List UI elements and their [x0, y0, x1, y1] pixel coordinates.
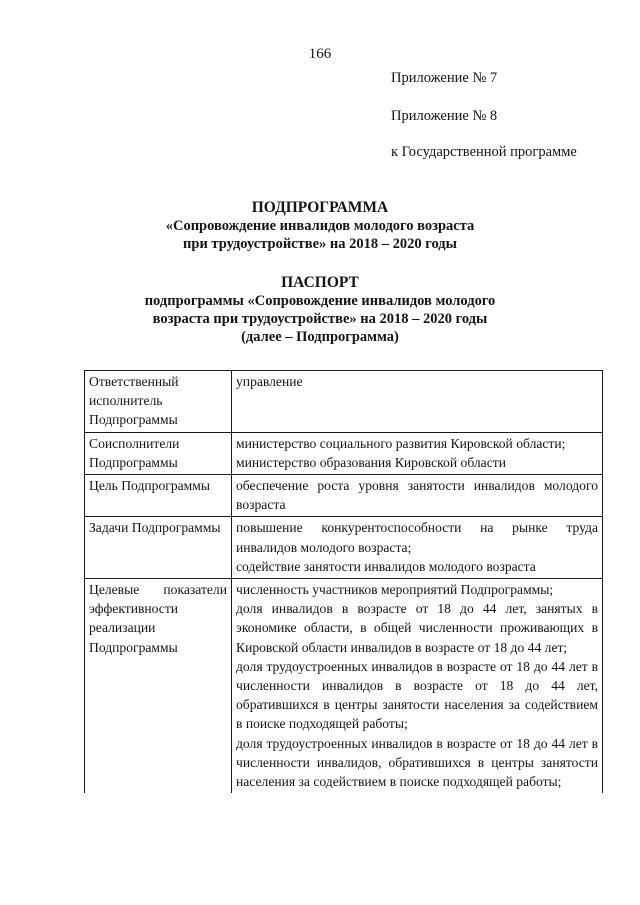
goal-label: Цель Подпрограммы	[85, 475, 232, 517]
table-row-responsible	[85, 371, 603, 433]
goal-text: обеспечение роста уровня занятости инвалидов молодого возраста	[236, 478, 598, 513]
responsible-executor-label: Ответственный исполнитель Подпрограммы	[85, 371, 232, 433]
co-executor-education-ministry: министерство образования Кировской области	[236, 454, 506, 470]
passport-subtitle-line-2: возраста при трудоустройстве» на 2018 – 2020 годы	[152, 311, 488, 327]
table-row-tasks	[85, 517, 603, 579]
subprogram-title: ПОДПРОГРАММА	[251, 199, 389, 216]
indicators-value	[232, 579, 603, 794]
tasks-value	[232, 517, 603, 579]
passport-heading	[0, 273, 640, 346]
responsible-executor-value	[232, 371, 603, 433]
table-row-co-executors	[85, 432, 603, 474]
task-competitiveness: повышение конкурентоспособности на рынке труда инвалидов молодого возраста;	[236, 520, 598, 555]
passport-title: ПАСПОРТ	[281, 274, 359, 291]
passport-subtitle-line-3: (далее – Подпрограмма)	[241, 329, 399, 345]
indicator-employed-share: доля инвалидов в возрасте от 18 до 44 лет, занятых в экономике области, в общей численности проживающих в Кировской области инвалидов в возрасте от 18 до 44 лет;	[236, 601, 598, 655]
passport-table	[84, 370, 603, 793]
page-number: 166	[308, 46, 332, 62]
table-row-goal	[85, 475, 603, 517]
table-row-indicators	[85, 579, 603, 794]
indicator-placed-share-of-applicants: доля трудоустроенных инвалидов в возрасте от 18 до 44 лет в численности инвалидов, обратившихся в центры занятости населения за содействием в поиске подходящей работы;	[236, 735, 598, 790]
task-employment-assistance: содействие занятости инвалидов молодого возраста	[236, 558, 536, 574]
co-executors-label: Соисполнители Подпрограммы	[85, 432, 232, 474]
subprogram-name-line-2: при трудоустройстве» на 2018 – 2020 годы	[183, 236, 457, 252]
co-executor-social-ministry: министерство социального развития Кировской области;	[236, 435, 566, 451]
goal-value	[232, 475, 603, 517]
appendix-8-label: Приложение № 8	[391, 108, 498, 124]
co-executors-value	[232, 432, 603, 474]
responsible-executor-text: управление	[236, 374, 303, 389]
indicator-placed-share-of-age-group: доля трудоустроенных инвалидов в возрасте от 18 до 44 лет в численности инвалидов в возрасте от 18 до 44 лет, обратившихся в центры занятости населения за содействием в поиске подходящей работы;	[236, 658, 598, 732]
passport-subtitle-line-1: подпрограммы «Сопровождение инвалидов молодого	[144, 293, 496, 309]
tasks-label: Задачи Подпрограммы	[85, 517, 232, 579]
subprogram-heading	[0, 198, 640, 253]
subprogram-name-line-1: «Сопровождение инвалидов молодого возраста	[165, 218, 475, 234]
indicators-label: Целевые показатели эффективности реализации Подпрограммы	[85, 579, 232, 794]
appendix-program-label: к Государственной программе	[391, 144, 577, 160]
appendix-7-label: Приложение № 7	[391, 70, 498, 86]
indicator-participants: численность участников мероприятий Подпрограммы;	[236, 582, 554, 598]
